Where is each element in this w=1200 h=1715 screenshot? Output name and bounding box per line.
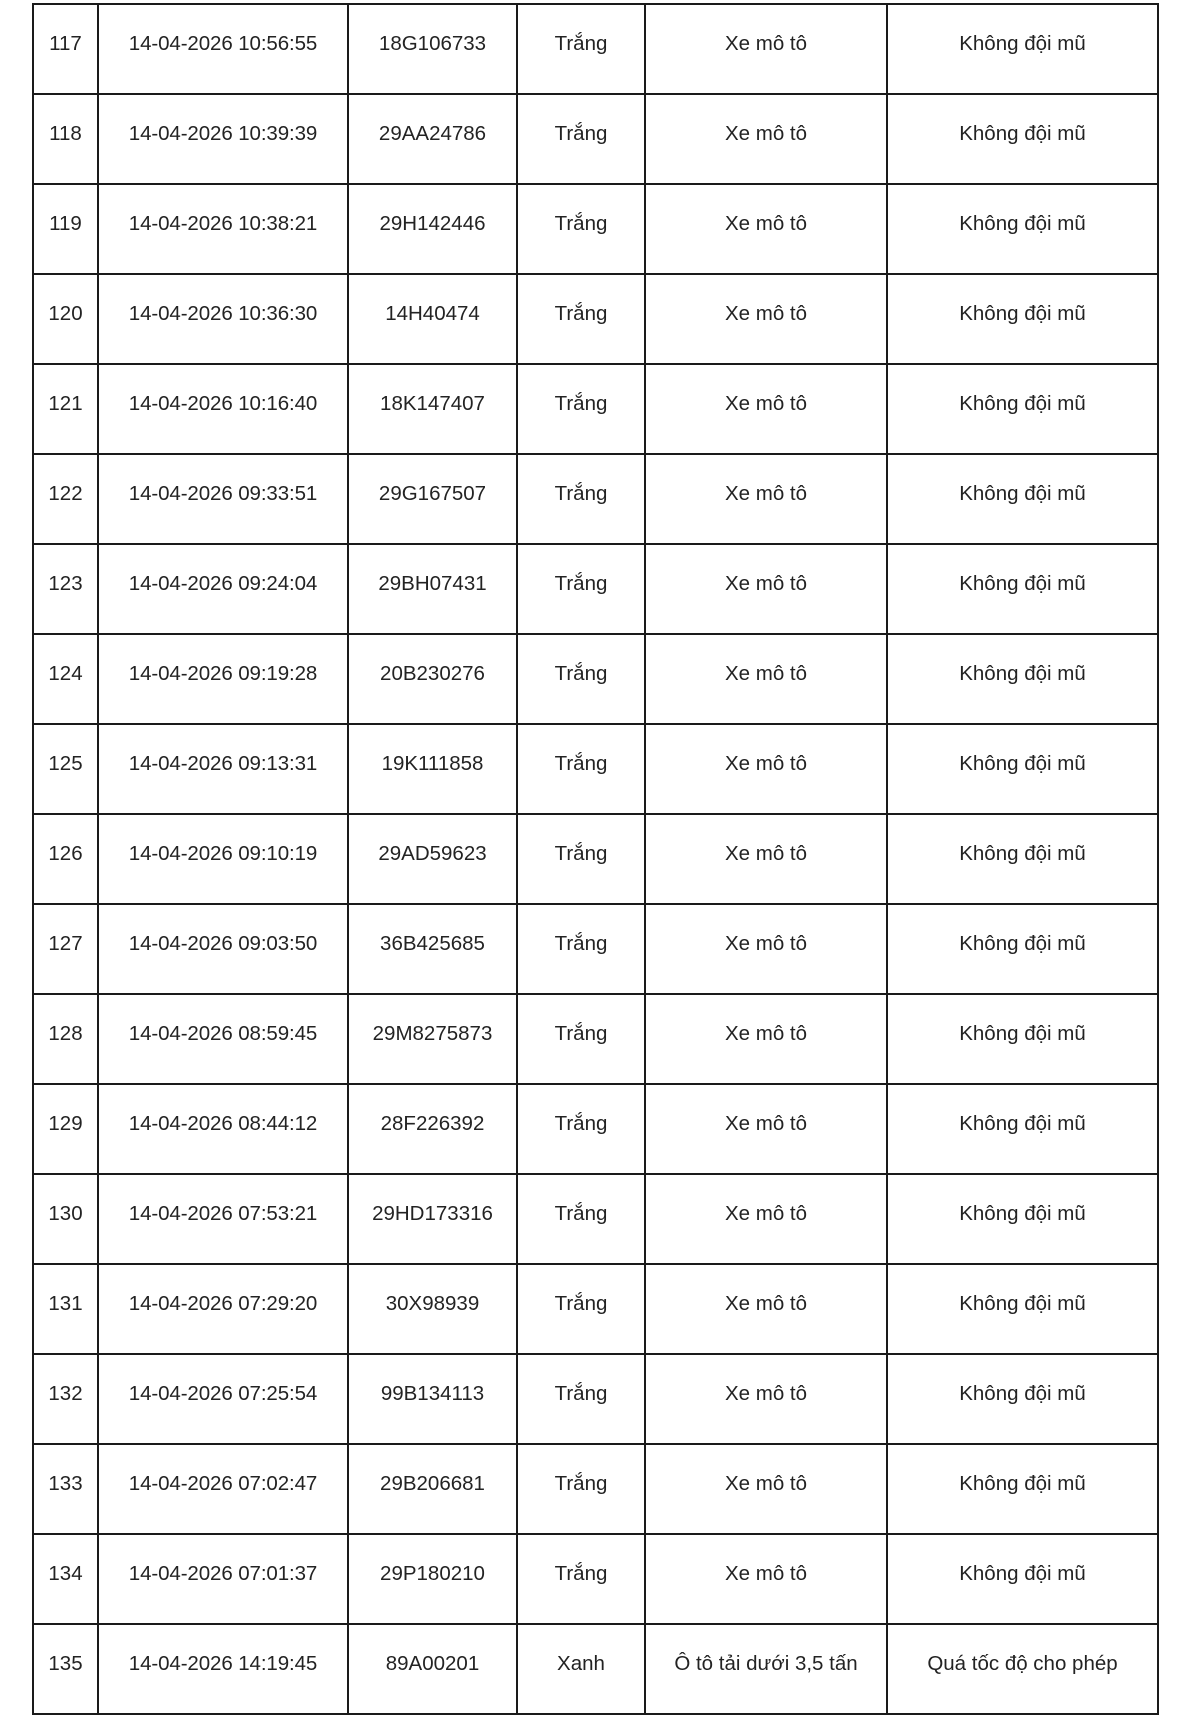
cell-hanh-vi-vi-pham: Không đội mũ bbox=[887, 544, 1158, 634]
cell-stt: 135 bbox=[33, 1624, 98, 1714]
cell-mau-bien: Trắng bbox=[517, 94, 645, 184]
cell-loai-phuong-tien: Xe mô tô bbox=[645, 1174, 887, 1264]
cell-hanh-vi-vi-pham: Không đội mũ bbox=[887, 1084, 1158, 1174]
table-row bbox=[33, 184, 1158, 274]
cell-thoi-gian-vi-pham: 14-04-2026 10:16:40 bbox=[98, 364, 348, 454]
cell-stt: 132 bbox=[33, 1354, 98, 1444]
cell-thoi-gian-vi-pham: 14-04-2026 09:03:50 bbox=[98, 904, 348, 994]
cell-loai-phuong-tien: Xe mô tô bbox=[645, 544, 887, 634]
cell-thoi-gian-vi-pham: 14-04-2026 08:44:12 bbox=[98, 1084, 348, 1174]
cell-loai-phuong-tien: Xe mô tô bbox=[645, 1264, 887, 1354]
cell-bien-kiem-soat: 29HD173316 bbox=[348, 1174, 517, 1264]
cell-mau-bien: Trắng bbox=[517, 634, 645, 724]
cell-mau-bien: Trắng bbox=[517, 1444, 645, 1534]
cell-bien-kiem-soat: 30X98939 bbox=[348, 1264, 517, 1354]
table-row bbox=[33, 274, 1158, 364]
cell-bien-kiem-soat: 18G106733 bbox=[348, 4, 517, 94]
cell-thoi-gian-vi-pham: 14-04-2026 14:19:45 bbox=[98, 1624, 348, 1714]
cell-loai-phuong-tien: Xe mô tô bbox=[645, 1354, 887, 1444]
table-row bbox=[33, 634, 1158, 724]
cell-hanh-vi-vi-pham: Không đội mũ bbox=[887, 724, 1158, 814]
cell-bien-kiem-soat: 29G167507 bbox=[348, 454, 517, 544]
cell-stt: 125 bbox=[33, 724, 98, 814]
cell-hanh-vi-vi-pham: Không đội mũ bbox=[887, 1264, 1158, 1354]
cell-mau-bien: Trắng bbox=[517, 184, 645, 274]
cell-hanh-vi-vi-pham: Không đội mũ bbox=[887, 4, 1158, 94]
cell-hanh-vi-vi-pham: Không đội mũ bbox=[887, 364, 1158, 454]
table-row bbox=[33, 364, 1158, 454]
cell-hanh-vi-vi-pham: Không đội mũ bbox=[887, 904, 1158, 994]
cell-loai-phuong-tien: Xe mô tô bbox=[645, 454, 887, 544]
cell-thoi-gian-vi-pham: 14-04-2026 10:36:30 bbox=[98, 274, 348, 364]
cell-bien-kiem-soat: 29P180210 bbox=[348, 1534, 517, 1624]
cell-thoi-gian-vi-pham: 14-04-2026 08:59:45 bbox=[98, 994, 348, 1084]
cell-mau-bien: Trắng bbox=[517, 1084, 645, 1174]
cell-bien-kiem-soat: 29AD59623 bbox=[348, 814, 517, 904]
cell-bien-kiem-soat: 36B425685 bbox=[348, 904, 517, 994]
cell-stt: 128 bbox=[33, 994, 98, 1084]
violation-table-body bbox=[33, 4, 1158, 1714]
cell-stt: 127 bbox=[33, 904, 98, 994]
cell-thoi-gian-vi-pham: 14-04-2026 07:53:21 bbox=[98, 1174, 348, 1264]
cell-hanh-vi-vi-pham: Không đội mũ bbox=[887, 994, 1158, 1084]
cell-bien-kiem-soat: 99B134113 bbox=[348, 1354, 517, 1444]
cell-thoi-gian-vi-pham: 14-04-2026 07:02:47 bbox=[98, 1444, 348, 1534]
cell-hanh-vi-vi-pham: Không đội mũ bbox=[887, 814, 1158, 904]
cell-hanh-vi-vi-pham: Không đội mũ bbox=[887, 634, 1158, 724]
table-row bbox=[33, 1534, 1158, 1624]
cell-bien-kiem-soat: 89A00201 bbox=[348, 1624, 517, 1714]
cell-mau-bien: Trắng bbox=[517, 544, 645, 634]
cell-thoi-gian-vi-pham: 14-04-2026 09:24:04 bbox=[98, 544, 348, 634]
table-row bbox=[33, 994, 1158, 1084]
cell-stt: 129 bbox=[33, 1084, 98, 1174]
table-row bbox=[33, 544, 1158, 634]
table-row bbox=[33, 1354, 1158, 1444]
cell-thoi-gian-vi-pham: 14-04-2026 09:33:51 bbox=[98, 454, 348, 544]
cell-hanh-vi-vi-pham: Không đội mũ bbox=[887, 274, 1158, 364]
cell-stt: 123 bbox=[33, 544, 98, 634]
cell-bien-kiem-soat: 18K147407 bbox=[348, 364, 517, 454]
cell-bien-kiem-soat: 28F226392 bbox=[348, 1084, 517, 1174]
cell-stt: 133 bbox=[33, 1444, 98, 1534]
cell-stt: 130 bbox=[33, 1174, 98, 1264]
cell-hanh-vi-vi-pham: Không đội mũ bbox=[887, 1354, 1158, 1444]
cell-loai-phuong-tien: Xe mô tô bbox=[645, 994, 887, 1084]
violation-table bbox=[32, 3, 1159, 1715]
cell-mau-bien: Trắng bbox=[517, 4, 645, 94]
cell-bien-kiem-soat: 29H142446 bbox=[348, 184, 517, 274]
table-row bbox=[33, 904, 1158, 994]
cell-mau-bien: Trắng bbox=[517, 724, 645, 814]
cell-stt: 120 bbox=[33, 274, 98, 364]
cell-hanh-vi-vi-pham: Không đội mũ bbox=[887, 1534, 1158, 1624]
cell-stt: 126 bbox=[33, 814, 98, 904]
cell-loai-phuong-tien: Xe mô tô bbox=[645, 4, 887, 94]
cell-hanh-vi-vi-pham: Không đội mũ bbox=[887, 454, 1158, 544]
cell-mau-bien: Trắng bbox=[517, 454, 645, 544]
cell-bien-kiem-soat: 20B230276 bbox=[348, 634, 517, 724]
cell-bien-kiem-soat: 29B206681 bbox=[348, 1444, 517, 1534]
cell-thoi-gian-vi-pham: 14-04-2026 09:19:28 bbox=[98, 634, 348, 724]
cell-loai-phuong-tien: Xe mô tô bbox=[645, 724, 887, 814]
cell-loai-phuong-tien: Xe mô tô bbox=[645, 634, 887, 724]
table-row bbox=[33, 1624, 1158, 1714]
cell-bien-kiem-soat: 29AA24786 bbox=[348, 94, 517, 184]
cell-stt: 134 bbox=[33, 1534, 98, 1624]
cell-loai-phuong-tien: Xe mô tô bbox=[645, 94, 887, 184]
cell-mau-bien: Trắng bbox=[517, 1264, 645, 1354]
cell-bien-kiem-soat: 19K111858 bbox=[348, 724, 517, 814]
cell-loai-phuong-tien: Xe mô tô bbox=[645, 904, 887, 994]
cell-hanh-vi-vi-pham: Không đội mũ bbox=[887, 94, 1158, 184]
cell-mau-bien: Trắng bbox=[517, 274, 645, 364]
cell-bien-kiem-soat: 29M8275873 bbox=[348, 994, 517, 1084]
cell-mau-bien: Trắng bbox=[517, 994, 645, 1084]
cell-bien-kiem-soat: 14H40474 bbox=[348, 274, 517, 364]
cell-loai-phuong-tien: Ô tô tải dưới 3,5 tấn bbox=[645, 1624, 887, 1714]
cell-hanh-vi-vi-pham: Không đội mũ bbox=[887, 184, 1158, 274]
cell-mau-bien: Trắng bbox=[517, 1534, 645, 1624]
cell-mau-bien: Trắng bbox=[517, 1354, 645, 1444]
cell-loai-phuong-tien: Xe mô tô bbox=[645, 184, 887, 274]
cell-loai-phuong-tien: Xe mô tô bbox=[645, 364, 887, 454]
cell-stt: 119 bbox=[33, 184, 98, 274]
table-row bbox=[33, 724, 1158, 814]
cell-stt: 118 bbox=[33, 94, 98, 184]
cell-stt: 122 bbox=[33, 454, 98, 544]
table-row bbox=[33, 1174, 1158, 1264]
cell-stt: 131 bbox=[33, 1264, 98, 1354]
cell-loai-phuong-tien: Xe mô tô bbox=[645, 1444, 887, 1534]
cell-thoi-gian-vi-pham: 14-04-2026 09:13:31 bbox=[98, 724, 348, 814]
cell-loai-phuong-tien: Xe mô tô bbox=[645, 1084, 887, 1174]
table-row bbox=[33, 1264, 1158, 1354]
cell-hanh-vi-vi-pham: Quá tốc độ cho phép bbox=[887, 1624, 1158, 1714]
cell-mau-bien: Trắng bbox=[517, 364, 645, 454]
table-row bbox=[33, 4, 1158, 94]
table-row bbox=[33, 814, 1158, 904]
cell-stt: 124 bbox=[33, 634, 98, 724]
cell-thoi-gian-vi-pham: 14-04-2026 07:01:37 bbox=[98, 1534, 348, 1624]
table-row bbox=[33, 454, 1158, 544]
table-row bbox=[33, 1084, 1158, 1174]
cell-bien-kiem-soat: 29BH07431 bbox=[348, 544, 517, 634]
cell-loai-phuong-tien: Xe mô tô bbox=[645, 1534, 887, 1624]
cell-thoi-gian-vi-pham: 14-04-2026 07:29:20 bbox=[98, 1264, 348, 1354]
cell-thoi-gian-vi-pham: 14-04-2026 10:56:55 bbox=[98, 4, 348, 94]
cell-mau-bien: Trắng bbox=[517, 904, 645, 994]
cell-hanh-vi-vi-pham: Không đội mũ bbox=[887, 1444, 1158, 1534]
cell-thoi-gian-vi-pham: 14-04-2026 07:25:54 bbox=[98, 1354, 348, 1444]
cell-hanh-vi-vi-pham: Không đội mũ bbox=[887, 1174, 1158, 1264]
table-row bbox=[33, 94, 1158, 184]
cell-mau-bien: Trắng bbox=[517, 1174, 645, 1264]
cell-loai-phuong-tien: Xe mô tô bbox=[645, 814, 887, 904]
cell-stt: 117 bbox=[33, 4, 98, 94]
cell-thoi-gian-vi-pham: 14-04-2026 10:38:21 bbox=[98, 184, 348, 274]
cell-loai-phuong-tien: Xe mô tô bbox=[645, 274, 887, 364]
cell-mau-bien: Trắng bbox=[517, 814, 645, 904]
cell-stt: 121 bbox=[33, 364, 98, 454]
cell-mau-bien: Xanh bbox=[517, 1624, 645, 1714]
table-row bbox=[33, 1444, 1158, 1534]
cell-thoi-gian-vi-pham: 14-04-2026 10:39:39 bbox=[98, 94, 348, 184]
cell-thoi-gian-vi-pham: 14-04-2026 09:10:19 bbox=[98, 814, 348, 904]
